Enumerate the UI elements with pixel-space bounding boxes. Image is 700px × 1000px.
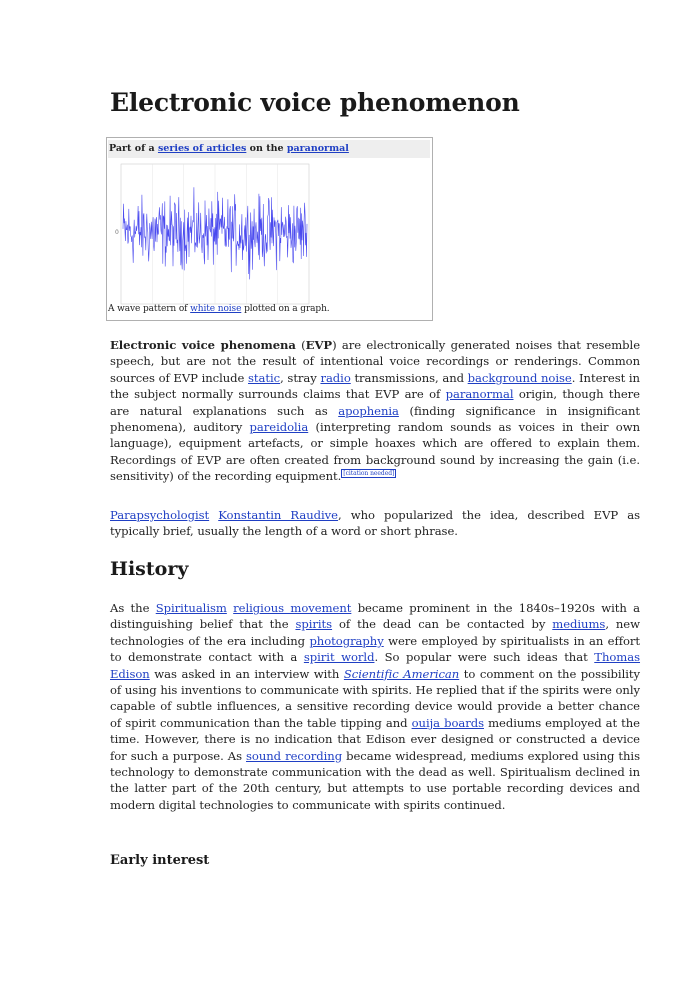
- spiritualism-link[interactable]: Spiritualism: [155, 601, 227, 615]
- infobox-header: [108, 140, 430, 158]
- background-noise-link[interactable]: background noise: [467, 370, 572, 385]
- thomas-edison-link[interactable]: Thomas Edison: [110, 650, 641, 681]
- mediums-link[interactable]: mediums: [552, 617, 606, 632]
- early-interest-heading: Early interest: [110, 853, 210, 868]
- plot-axis-zero-label: 0: [115, 229, 119, 236]
- series-of-articles-link[interactable]: series of articles: [157, 143, 247, 154]
- infobox-header-prefix: Part of a: [109, 143, 155, 154]
- lead-text-7: (interpreting random sounds as voices in their own language), equipment artefacts, or simple hoaxes which are offered to explain them. Recordings of EVP are often created from background sound by increasing the gain (i.e. sensitivity) of the recording equipment.: [110, 420, 640, 484]
- white-noise-link[interactable]: white noise: [190, 304, 242, 314]
- raudive-text: , who popularized the idea, described EVP as typically brief, usually the length of a word or short phrase.: [110, 508, 640, 539]
- konstantin-raudive-link[interactable]: Konstantin Raudive: [218, 508, 338, 522]
- sound-recording-link[interactable]: sound recording: [246, 748, 343, 763]
- apophenia-link[interactable]: apophenia: [338, 403, 399, 418]
- history-heading: History: [110, 558, 189, 580]
- lead-text-1: are electronically generated noises that resemble speech, but are not the result of intentional voice recordings or renderings. Common sources of EVP include: [110, 338, 641, 385]
- caption-prefix: A wave pattern of: [108, 304, 188, 314]
- history-text-3: of the dead can be contacted by: [339, 617, 546, 632]
- parapsychologist-link[interactable]: Parapsychologist: [110, 508, 210, 522]
- white-noise-plot: [115, 162, 313, 307]
- religious-movement-link[interactable]: religious movement: [233, 601, 352, 615]
- lead-text-2: , stray: [280, 370, 317, 385]
- caption-suffix: plotted on a graph.: [244, 304, 330, 314]
- citation-needed-link[interactable]: [citation needed]: [343, 470, 395, 478]
- raudive-paragraph: [110, 507, 640, 540]
- spirit-world-link[interactable]: spirit world: [303, 650, 375, 665]
- lead-paragraph: Electronic voice phenomena (EVP) are electronically generated noises that resemble speech, but are not the result of intentional voice recordings or renderings. Common sources of EVP include static, stray radio transmissions, and background noise. Interest in the subject normally surrounds claims that EVP are of paranormal origin, though there are natural explanations such as apophenia (finding significance in insignificant phenomena), auditory pareidolia (interpreting random sounds as voices in their own language), equipment artefacts, or simple hoaxes which are offered to explain them. Recordings of EVP are often created from background sound by increasing the gain (i.e. sensitivity) of the recording equipment. [citation needed]: [110, 338, 641, 484]
- pareidolia-link[interactable]: pareidolia: [249, 420, 309, 435]
- lead-text-5: origin, though there are natural explanations such as: [110, 387, 640, 418]
- lead-text-6: (finding significance in insignificant phenomena), auditory: [110, 403, 641, 435]
- ouija-boards-link[interactable]: ouija boards: [411, 715, 484, 730]
- lead-text-4: . Interest in the subject normally surrounds claims that EVP are of: [110, 370, 640, 402]
- history-text-9: mediums employed at the time. However, there is no indication that Edison ever designed or constructed a device for such a purpose. As: [110, 715, 640, 763]
- history-text-6: . So popular were such ideas that: [374, 650, 588, 665]
- lead-term: Electronic voice phenomena: [110, 338, 296, 352]
- photography-link[interactable]: photography: [309, 633, 384, 648]
- lead-text-3: transmissions, and: [354, 370, 464, 385]
- history-text-7: was asked in an interview with: [154, 666, 340, 681]
- paranormal-link[interactable]: paranormal: [445, 387, 514, 402]
- history-text-5: were employed by spiritualists in an effort to demonstrate contact with a: [110, 633, 640, 665]
- infobox-header-mid: on the: [249, 143, 284, 154]
- history-text-10: became widespread, mediums explored using this technology to demonstrate communication with the dead as well. Spiritualism declined in the latter part of the 20th century, but attempts to use portable recording devices and modern digital technologies to communicate with spirits continued.: [110, 748, 640, 812]
- lead-abbr: EVP: [305, 338, 333, 352]
- infobox: [106, 137, 433, 321]
- infobox-caption: [108, 304, 330, 314]
- page-title: Electronic voice phenomenon: [110, 88, 520, 117]
- spirits-link[interactable]: spirits: [295, 617, 333, 632]
- history-text-2: became prominent in the 1840s–1920s with a distinguishing belief that the: [110, 601, 640, 632]
- history-text-8: to comment on the possibility of using his inventions to communicate with spirits. He replied that if the spirits were only capable of subtle influences, a sensitive recording device would provide a better chance of spirit communication than the table tipping and: [110, 666, 641, 730]
- radio-link[interactable]: radio: [320, 370, 351, 385]
- history-text-4: , new technologies of the era including: [110, 617, 640, 648]
- history-text-1: As the: [110, 601, 150, 615]
- paranormal-series-link[interactable]: paranormal: [286, 143, 349, 154]
- scientific-american-link[interactable]: Scientific American: [343, 666, 460, 681]
- history-paragraph: [110, 600, 640, 813]
- static-link[interactable]: static: [248, 370, 281, 385]
